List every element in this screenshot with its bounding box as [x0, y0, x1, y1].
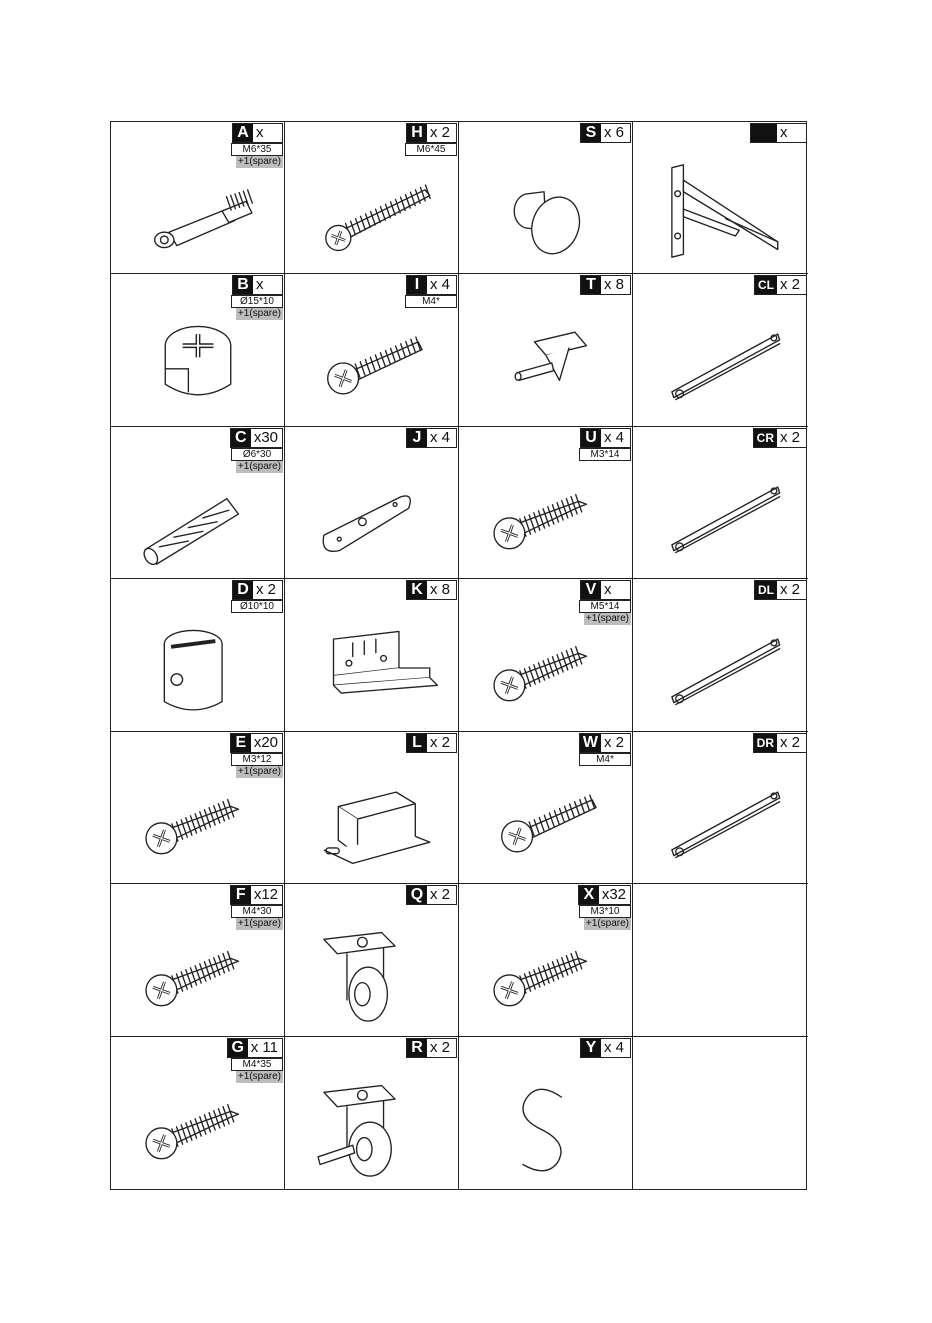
part-tag — [230, 885, 283, 905]
part-code: D — [233, 581, 253, 599]
part-cell-v — [459, 579, 633, 731]
part-cell-c — [111, 427, 285, 579]
part-cell-dl — [633, 579, 808, 731]
part-tag — [406, 885, 457, 905]
part-cell-i — [285, 274, 459, 426]
wood-screw-icon — [469, 914, 623, 1032]
part-tag — [754, 580, 807, 600]
part-code: W — [580, 734, 601, 752]
spare-note: +1(spare) — [237, 1070, 281, 1082]
part-tag — [230, 733, 283, 753]
wood-screw-icon — [121, 1067, 275, 1185]
empty-cell — [633, 1037, 808, 1189]
dowel-icon — [121, 457, 275, 575]
part-code: X — [579, 886, 599, 904]
bracket-icon — [643, 152, 797, 270]
part-tag — [580, 275, 631, 295]
part-spec: M3*12 — [231, 753, 283, 766]
part-code: I — [407, 276, 427, 294]
part-cell-k — [285, 579, 459, 731]
part-quantity: x 4 — [604, 1038, 625, 1056]
part-quantity: x 2 — [256, 581, 277, 599]
part-tag — [579, 733, 631, 753]
part-quantity: x30 — [253, 428, 278, 446]
part-quantity: x 8 — [430, 581, 451, 599]
drawer-slide-icon — [643, 609, 797, 727]
part-quantity: x 2 — [604, 733, 625, 751]
part-quantity: x — [604, 581, 612, 599]
part-code: F — [231, 886, 251, 904]
part-tag — [578, 885, 631, 905]
spare-note: +1(spare) — [237, 308, 281, 320]
part-tag — [406, 1038, 457, 1058]
part-cell-b — [111, 274, 285, 426]
part-tag — [232, 275, 283, 295]
part-code: U — [581, 429, 601, 447]
drawer-slide-icon — [643, 762, 797, 880]
machine-screw-icon — [295, 304, 449, 422]
part-quantity: x 11 — [250, 1038, 278, 1056]
part-spec: Ø15*10 — [231, 295, 283, 308]
part-spec: M4*35 — [231, 1058, 283, 1071]
wood-screw-icon — [121, 762, 275, 880]
machine-screw-icon — [469, 762, 623, 880]
part-cell-h — [285, 122, 459, 274]
part-cell-j — [285, 427, 459, 579]
part-code: C — [231, 429, 251, 447]
part-quantity: x12 — [253, 886, 278, 904]
part-tag — [580, 123, 631, 143]
part-quantity: x32 — [601, 886, 626, 904]
part-code: CR — [754, 429, 777, 447]
part-code: CL — [755, 276, 777, 294]
part-code: B — [233, 276, 253, 294]
part-cell-l — [285, 732, 459, 884]
part-spec: M4*30 — [231, 905, 283, 918]
part-cell-s — [459, 122, 633, 274]
part-code: Q — [407, 886, 427, 904]
part-tag — [580, 1038, 631, 1058]
part-tag — [406, 733, 457, 753]
part-spec: M4* — [579, 753, 631, 766]
part-code: E — [231, 734, 251, 752]
part-tag — [580, 428, 631, 448]
part-tag — [406, 123, 457, 143]
part-code: A — [233, 124, 253, 142]
spare-note: +1(spare) — [237, 765, 281, 777]
part-quantity: x — [780, 124, 788, 141]
part-quantity: x20 — [253, 733, 278, 751]
part-code: R — [407, 1039, 427, 1057]
part-cell-unlabeled — [633, 122, 808, 274]
part-cell-q — [285, 884, 459, 1036]
part-code — [751, 124, 777, 142]
caster-icon — [295, 914, 449, 1032]
part-tag — [230, 428, 283, 448]
shelf-pin-icon — [469, 304, 623, 422]
part-spec: M6*45 — [405, 143, 457, 156]
caster-brake-icon — [295, 1067, 449, 1185]
part-tag — [227, 1038, 283, 1058]
part-cell-w — [459, 732, 633, 884]
hinge-icon — [295, 609, 449, 727]
part-quantity: x 2 — [430, 1038, 451, 1056]
spare-note: +1(spare) — [237, 918, 281, 930]
spare-note: +1(spare) — [237, 156, 281, 167]
spare-note: +1(spare) — [585, 613, 629, 625]
part-tag — [232, 123, 283, 143]
plate-icon — [295, 457, 449, 575]
part-code: V — [581, 581, 601, 599]
part-code: DL — [755, 581, 777, 599]
part-code: Y — [581, 1039, 601, 1057]
part-tag — [406, 428, 457, 448]
part-quantity: x 2 — [780, 581, 801, 599]
part-tag — [753, 428, 807, 448]
knob-icon — [469, 152, 623, 270]
part-spec: M3*10 — [579, 905, 631, 918]
wood-screw-icon — [469, 457, 623, 575]
part-code: DR — [754, 734, 777, 752]
part-cell-dr — [633, 732, 808, 884]
part-code: K — [407, 581, 427, 599]
part-quantity: x — [256, 124, 264, 141]
part-cell-g — [111, 1037, 285, 1189]
wood-screw-icon — [469, 609, 623, 727]
part-spec: M6*35 — [231, 143, 283, 156]
part-cell-d — [111, 579, 285, 731]
part-cell-t — [459, 274, 633, 426]
part-quantity: x 8 — [604, 276, 625, 294]
part-quantity: x 6 — [604, 124, 625, 141]
part-cell-a — [111, 122, 285, 274]
part-spec: Ø10*10 — [231, 600, 283, 613]
part-tag — [232, 580, 283, 600]
hardware-parts-grid — [110, 121, 807, 1190]
part-quantity: x — [256, 276, 264, 294]
s-hook-icon — [469, 1067, 623, 1185]
part-code: T — [581, 276, 601, 294]
part-tag — [406, 580, 457, 600]
drawer-slide-icon — [643, 457, 797, 575]
part-quantity: x 2 — [780, 428, 801, 446]
part-tag — [753, 733, 807, 753]
spare-note: +1(spare) — [585, 918, 629, 930]
part-tag — [406, 275, 457, 295]
part-spec: M4* — [405, 295, 457, 308]
part-code: G — [228, 1039, 248, 1057]
barrel-nut-icon — [121, 609, 275, 727]
part-spec: Ø6*30 — [231, 448, 283, 461]
part-spec: M5*14 — [579, 600, 631, 613]
part-code: S — [581, 124, 601, 142]
empty-cell — [633, 884, 808, 1036]
spare-note: +1(spare) — [237, 460, 281, 472]
part-cell-u — [459, 427, 633, 579]
part-quantity: x 2 — [780, 733, 801, 751]
part-code: L — [407, 734, 427, 752]
part-tag — [754, 275, 807, 295]
part-tag — [580, 580, 631, 600]
wood-screw-icon — [121, 914, 275, 1032]
part-code: H — [407, 124, 427, 142]
drawer-slide-icon — [643, 304, 797, 422]
part-quantity: x 2 — [430, 733, 451, 751]
part-quantity: x 2 — [430, 124, 451, 141]
cam-bolt-icon — [121, 152, 275, 270]
part-quantity: x 4 — [430, 276, 451, 294]
part-cell-y — [459, 1037, 633, 1189]
part-code: J — [407, 429, 427, 447]
part-quantity: x 4 — [430, 428, 451, 446]
part-cell-cr — [633, 427, 808, 579]
part-cell-e — [111, 732, 285, 884]
part-tag — [750, 123, 807, 143]
part-quantity: x 4 — [604, 428, 625, 446]
cam-lock-icon — [121, 304, 275, 422]
magnetic-catch-icon — [295, 762, 449, 880]
part-quantity: x 2 — [780, 276, 801, 294]
part-cell-f — [111, 884, 285, 1036]
part-spec: M3*14 — [579, 448, 631, 461]
part-quantity: x 2 — [430, 886, 451, 904]
part-cell-cl — [633, 274, 808, 426]
long-screw-icon — [295, 152, 449, 270]
part-cell-x — [459, 884, 633, 1036]
part-cell-r — [285, 1037, 459, 1189]
